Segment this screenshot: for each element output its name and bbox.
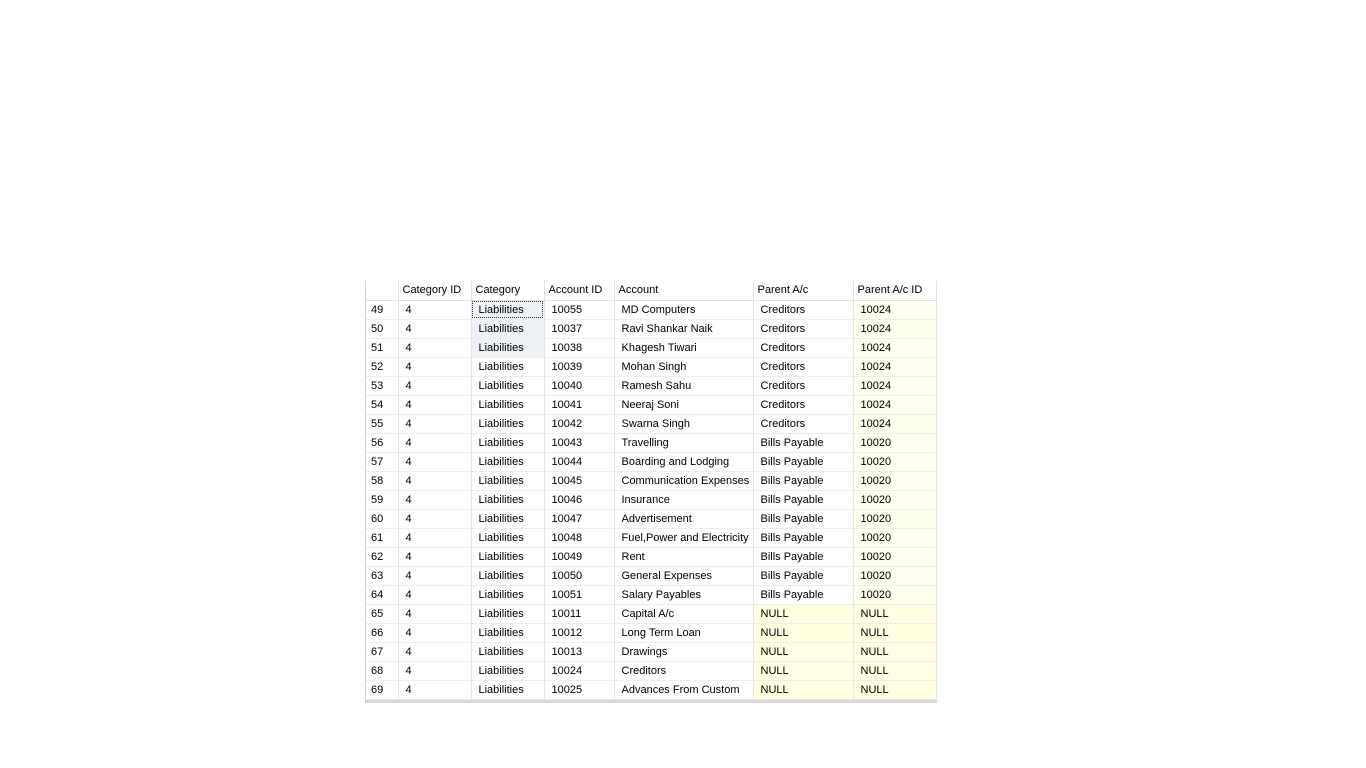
table-row[interactable]	[366, 585, 936, 604]
cell-category[interactable]: Liabilities	[471, 680, 544, 699]
row-number[interactable]: 51	[366, 338, 398, 357]
cell-account[interactable]: Ramesh Sahu	[614, 376, 753, 395]
cell-account[interactable]: Drawings	[614, 642, 753, 661]
cell-account-id[interactable]: 10039	[544, 357, 614, 376]
cell-category[interactable]: Liabilities	[471, 642, 544, 661]
cell-account-id[interactable]: 10048	[544, 528, 614, 547]
cell-category[interactable]: Liabilities	[471, 319, 544, 338]
cell-category-id[interactable]: 4	[398, 490, 471, 509]
grid-body	[366, 300, 936, 699]
cell-category[interactable]: Liabilities	[471, 338, 544, 357]
cell-parent-ac[interactable]: Bills Payable	[753, 566, 853, 585]
cell-account[interactable]: Advertisement	[614, 509, 753, 528]
row-number[interactable]: 64	[366, 585, 398, 604]
cell-category-id[interactable]: 4	[398, 509, 471, 528]
cell-parent-ac-id[interactable]: NULL	[853, 661, 936, 680]
cell-account-id[interactable]: 10037	[544, 319, 614, 338]
cell-parent-ac[interactable]: NULL	[753, 680, 853, 699]
cell-parent-ac-id[interactable]: NULL	[853, 642, 936, 661]
table-row[interactable]	[366, 509, 936, 528]
cell-category-id[interactable]: 4	[398, 376, 471, 395]
cell-category-id[interactable]: 4	[398, 604, 471, 623]
cell-parent-ac-id[interactable]: 10020	[853, 528, 936, 547]
cell-parent-ac-id[interactable]: 10020	[853, 547, 936, 566]
cell-parent-ac-id[interactable]: 10020	[853, 471, 936, 490]
table-row[interactable]	[366, 376, 936, 395]
row-number[interactable]: 56	[366, 433, 398, 452]
row-number[interactable]: 49	[366, 300, 398, 319]
column-header-parent-ac[interactable]: Parent A/c	[753, 281, 853, 300]
table-row[interactable]	[366, 528, 936, 547]
cell-account[interactable]: Fuel,Power and Electricity	[614, 528, 753, 547]
cell-parent-ac[interactable]: Creditors	[753, 376, 853, 395]
table-row[interactable]	[366, 680, 936, 699]
cell-account-id[interactable]: 10045	[544, 471, 614, 490]
header-row	[366, 281, 936, 300]
row-number[interactable]: 61	[366, 528, 398, 547]
cell-category[interactable]: Liabilities	[471, 604, 544, 623]
row-number[interactable]: 55	[366, 414, 398, 433]
row-number[interactable]: 62	[366, 547, 398, 566]
cell-account-id[interactable]: 10049	[544, 547, 614, 566]
cell-category[interactable]: Liabilities	[471, 452, 544, 471]
cell-category-id[interactable]: 4	[398, 395, 471, 414]
table-row[interactable]	[366, 471, 936, 490]
cell-account[interactable]: Swarna Singh	[614, 414, 753, 433]
cell-account[interactable]: Capital A/c	[614, 604, 753, 623]
cell-account[interactable]: Salary Payables	[614, 585, 753, 604]
row-number[interactable]: 59	[366, 490, 398, 509]
cell-category-id[interactable]: 4	[398, 585, 471, 604]
cell-parent-ac-id[interactable]: 10024	[853, 395, 936, 414]
cell-parent-ac[interactable]: Creditors	[753, 395, 853, 414]
cell-account[interactable]: Travelling	[614, 433, 753, 452]
cell-category-id[interactable]: 4	[398, 642, 471, 661]
cell-parent-ac-id[interactable]: 10024	[853, 319, 936, 338]
cell-parent-ac[interactable]: Bills Payable	[753, 547, 853, 566]
cell-category[interactable]: Liabilities	[471, 661, 544, 680]
cell-parent-ac[interactable]: Bills Payable	[753, 433, 853, 452]
cell-category[interactable]: Liabilities	[471, 300, 544, 319]
cell-category-id[interactable]: 4	[398, 623, 471, 642]
cell-category[interactable]: Liabilities	[471, 395, 544, 414]
cell-category[interactable]: Liabilities	[471, 433, 544, 452]
cell-category[interactable]: Liabilities	[471, 547, 544, 566]
cell-account-id[interactable]: 10012	[544, 623, 614, 642]
cell-account[interactable]: MD Computers	[614, 300, 753, 319]
cell-parent-ac[interactable]: Creditors	[753, 338, 853, 357]
cell-category[interactable]: Liabilities	[471, 471, 544, 490]
cell-account-id[interactable]: 10043	[544, 433, 614, 452]
cell-category[interactable]: Liabilities	[471, 509, 544, 528]
column-header-category[interactable]: Category	[471, 281, 544, 300]
cell-parent-ac[interactable]: Bills Payable	[753, 490, 853, 509]
cell-category-id[interactable]: 4	[398, 547, 471, 566]
cell-parent-ac[interactable]: Creditors	[753, 357, 853, 376]
cell-category-id[interactable]: 4	[398, 528, 471, 547]
cell-category-id[interactable]: 4	[398, 566, 471, 585]
cell-account-id[interactable]: 10040	[544, 376, 614, 395]
table-row[interactable]	[366, 452, 936, 471]
table-row[interactable]	[366, 414, 936, 433]
cell-account-id[interactable]: 10044	[544, 452, 614, 471]
cell-account-id[interactable]: 10041	[544, 395, 614, 414]
cell-category[interactable]: Liabilities	[471, 623, 544, 642]
cell-account-id[interactable]: 10051	[544, 585, 614, 604]
cell-account[interactable]: Boarding and Lodging	[614, 452, 753, 471]
cell-parent-ac[interactable]: NULL	[753, 661, 853, 680]
row-number[interactable]: 54	[366, 395, 398, 414]
results-table	[366, 281, 937, 700]
cell-account[interactable]: Creditors	[614, 661, 753, 680]
table-row[interactable]	[366, 319, 936, 338]
row-number[interactable]: 60	[366, 509, 398, 528]
cell-parent-ac-id[interactable]: 10024	[853, 414, 936, 433]
cell-account-id[interactable]: 10050	[544, 566, 614, 585]
cell-category-id[interactable]: 4	[398, 338, 471, 357]
cell-category-id[interactable]: 4	[398, 300, 471, 319]
cell-category[interactable]: Liabilities	[471, 490, 544, 509]
cell-parent-ac[interactable]: Bills Payable	[753, 528, 853, 547]
cell-category-id[interactable]: 4	[398, 433, 471, 452]
cell-category[interactable]: Liabilities	[471, 357, 544, 376]
table-row[interactable]	[366, 642, 936, 661]
cell-parent-ac[interactable]: Bills Payable	[753, 585, 853, 604]
column-header-category-id[interactable]: Category ID	[398, 281, 471, 300]
row-number[interactable]: 53	[366, 376, 398, 395]
cell-account[interactable]: Ravi Shankar Naik	[614, 319, 753, 338]
cell-parent-ac[interactable]: Creditors	[753, 319, 853, 338]
cell-account-id[interactable]: 10046	[544, 490, 614, 509]
row-number[interactable]: 68	[366, 661, 398, 680]
cell-account[interactable]: Khagesh Tiwari	[614, 338, 753, 357]
table-row[interactable]	[366, 566, 936, 585]
cell-account[interactable]: Mohan Singh	[614, 357, 753, 376]
cell-category-id[interactable]: 4	[398, 661, 471, 680]
cell-account-id[interactable]: 10038	[544, 338, 614, 357]
table-row[interactable]	[366, 623, 936, 642]
column-header-account-id[interactable]: Account ID	[544, 281, 614, 300]
table-row[interactable]	[366, 300, 936, 319]
cell-category[interactable]: Liabilities	[471, 376, 544, 395]
cell-parent-ac[interactable]: Bills Payable	[753, 509, 853, 528]
row-number[interactable]: 67	[366, 642, 398, 661]
table-row[interactable]	[366, 395, 936, 414]
cell-parent-ac[interactable]: NULL	[753, 623, 853, 642]
table-row[interactable]	[366, 661, 936, 680]
row-number[interactable]: 58	[366, 471, 398, 490]
cell-parent-ac-id[interactable]: 10020	[853, 490, 936, 509]
cell-category-id[interactable]: 4	[398, 452, 471, 471]
cell-account-id[interactable]: 10013	[544, 642, 614, 661]
cell-account[interactable]: Advances From Custom	[614, 680, 753, 699]
row-number[interactable]: 50	[366, 319, 398, 338]
cell-category-id[interactable]: 4	[398, 680, 471, 699]
cell-parent-ac-id[interactable]: 10020	[853, 585, 936, 604]
cell-account[interactable]: Long Term Loan	[614, 623, 753, 642]
cell-category[interactable]: Liabilities	[471, 414, 544, 433]
cell-parent-ac[interactable]: NULL	[753, 642, 853, 661]
cell-account-id[interactable]: 10047	[544, 509, 614, 528]
cell-parent-ac-id[interactable]: 10020	[853, 452, 936, 471]
cell-parent-ac-id[interactable]: NULL	[853, 604, 936, 623]
row-number[interactable]: 65	[366, 604, 398, 623]
column-header-parent-ac-id[interactable]: Parent A/c ID	[853, 281, 936, 300]
column-header-account[interactable]: Account	[614, 281, 753, 300]
cell-account[interactable]: Neeraj Soni	[614, 395, 753, 414]
table-row[interactable]	[366, 547, 936, 566]
row-number[interactable]: 69	[366, 680, 398, 699]
cell-account[interactable]: Rent	[614, 547, 753, 566]
cell-parent-ac-id[interactable]: 10024	[853, 376, 936, 395]
table-row[interactable]	[366, 433, 936, 452]
row-number[interactable]: 57	[366, 452, 398, 471]
table-row[interactable]	[366, 604, 936, 623]
cell-parent-ac-id[interactable]: 10020	[853, 509, 936, 528]
cell-account-id[interactable]: 10025	[544, 680, 614, 699]
cell-category[interactable]: Liabilities	[471, 585, 544, 604]
cell-parent-ac-id[interactable]: 10024	[853, 338, 936, 357]
cell-parent-ac[interactable]: NULL	[753, 604, 853, 623]
cell-parent-ac[interactable]: Bills Payable	[753, 452, 853, 471]
cell-account[interactable]: Insurance	[614, 490, 753, 509]
cell-parent-ac[interactable]: Creditors	[753, 300, 853, 319]
cell-category-id[interactable]: 4	[398, 357, 471, 376]
cell-account-id[interactable]: 10011	[544, 604, 614, 623]
cell-parent-ac-id[interactable]: 10024	[853, 357, 936, 376]
cell-category-id[interactable]: 4	[398, 414, 471, 433]
row-number-header[interactable]	[366, 281, 398, 300]
table-row[interactable]	[366, 357, 936, 376]
row-number[interactable]: 63	[366, 566, 398, 585]
cell-parent-ac[interactable]: Bills Payable	[753, 471, 853, 490]
cell-parent-ac[interactable]: Creditors	[753, 414, 853, 433]
cell-account[interactable]: Communication Expenses	[614, 471, 753, 490]
cell-category[interactable]: Liabilities	[471, 528, 544, 547]
cell-parent-ac-id[interactable]: 10020	[853, 566, 936, 585]
table-row[interactable]	[366, 338, 936, 357]
cell-parent-ac-id[interactable]: NULL	[853, 680, 936, 699]
cell-account-id[interactable]: 10024	[544, 661, 614, 680]
results-grid[interactable]	[365, 281, 937, 703]
cell-parent-ac-id[interactable]: NULL	[853, 623, 936, 642]
cell-category[interactable]: Liabilities	[471, 566, 544, 585]
row-number[interactable]: 66	[366, 623, 398, 642]
cell-account-id[interactable]: 10055	[544, 300, 614, 319]
cell-account-id[interactable]: 10042	[544, 414, 614, 433]
cell-category-id[interactable]: 4	[398, 319, 471, 338]
cell-parent-ac-id[interactable]: 10024	[853, 300, 936, 319]
row-number[interactable]: 52	[366, 357, 398, 376]
cell-account[interactable]: General Expenses	[614, 566, 753, 585]
cell-parent-ac-id[interactable]: 10020	[853, 433, 936, 452]
cell-category-id[interactable]: 4	[398, 471, 471, 490]
table-row[interactable]	[366, 490, 936, 509]
